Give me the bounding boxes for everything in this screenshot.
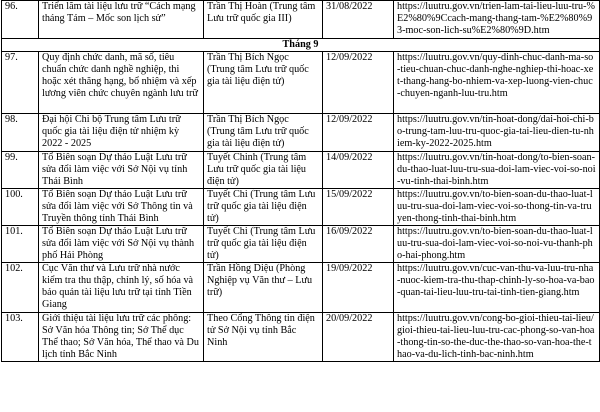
article-url[interactable]: https://luutru.gov.vn/tin-hoat-dong/to-bien-soan-du-thao-luat-luu-tru-sua-doi-lam-viec-voi-so-noi-vu-tinh-thai-binh.htm <box>394 152 600 189</box>
article-url[interactable]: https://luutru.gov.vn/tin-hoat-dong/dai-hoi-chi-bo-trung-tam-luu-tru-quoc-gia-tai-lieu-dien-tu-nhiem-ky-2022-2025.htm <box>394 114 600 152</box>
table-row <box>2 152 600 189</box>
article-url[interactable]: https://luutru.gov.vn/trien-lam-tai-lieu-luu-tru-%E2%80%9Ccach-mang-thang-tam-%E2%80%93-moc-son-lich-su%E2%80%9D.htm <box>394 1 600 39</box>
table-row <box>2 114 600 152</box>
month-header-row <box>2 39 600 52</box>
article-author: Trần Thị Bích Ngọc (Trung tâm Lưu trữ quốc gia tài liệu điện tử) <box>204 114 323 152</box>
article-date: 12/09/2022 <box>323 114 394 152</box>
row-number: 96. <box>2 1 39 39</box>
article-title: Cục Văn thư và Lưu trữ nhà nước kiểm tra thu thập, chỉnh lý, số hóa và bảo quản tài liệu lưu trữ tại tỉnh Tiền Giang <box>39 263 204 313</box>
article-title: Quy định chức danh, mã số, tiêu chuẩn chức danh nghề nghiệp, thi hoặc xét thăng hạng, bổ nhiệm và xếp lương viên chức chuyên ngành lưu trữ <box>39 52 204 114</box>
article-date: 15/09/2022 <box>323 189 394 226</box>
row-number: 98. <box>2 114 39 152</box>
table-row <box>2 263 600 313</box>
month-header: Tháng 9 <box>2 39 600 52</box>
article-date: 19/09/2022 <box>323 263 394 313</box>
table-row <box>2 52 600 114</box>
article-title: Triển lãm tài liệu lưu trữ “Cách mạng tháng Tám – Mốc son lịch sử” <box>39 1 204 39</box>
article-title: Giới thiệu tài liệu lưu trữ các phông: Sở Văn hóa Thông tin; Sở Thể dục Thể thao; Sở Văn hóa, Thể thao và Du lịch tỉnh Bắc Ninh <box>39 313 204 362</box>
article-author: Tuyết Chinh (Trung tâm Lưu trữ quốc gia tài liệu điện tử) <box>204 152 323 189</box>
article-title: Tổ Biên soạn Dự thảo Luật Lưu trữ sửa đổi làm việc với Sở Nội vụ tỉnh Thái Bình <box>39 152 204 189</box>
table-row <box>2 1 600 39</box>
row-number: 102. <box>2 263 39 313</box>
article-url[interactable]: https://luutru.gov.vn/cong-bo-gioi-thieu-tai-lieu/gioi-thieu-tai-lieu-luu-tru-cac-phong-so-van-hoa-thong-tin-so-the-duc-the-thao-so-van-hoa-the-thao-va-du-lich-tinh-bac-ninh.htm <box>394 313 600 362</box>
article-title: Đại hội Chi bộ Trung tâm Lưu trữ quốc gia tài liệu điện tử nhiệm kỳ 2022 - 2025 <box>39 114 204 152</box>
row-number: 101. <box>2 226 39 263</box>
article-date: 31/08/2022 <box>323 1 394 39</box>
article-author: Tuyết Chi (Trung tâm Lưu trữ quốc gia tài liệu điện tử) <box>204 226 323 263</box>
table-row <box>2 189 600 226</box>
row-number: 97. <box>2 52 39 114</box>
article-author: Tuyết Chi (Trung tâm Lưu trữ quốc gia tài liệu điện tử) <box>204 189 323 226</box>
article-author: Trần Hồng Diệu (Phòng Nghiệp vụ Văn thư – Lưu trữ) <box>204 263 323 313</box>
article-url[interactable]: https://luutru.gov.vn/quy-dinh-chuc-danh-ma-so-tieu-chuan-chuc-danh-nghe-nghiep-thi-hoac-xet-thang-hang-bo-nhiem-va-xep-luong-vien-chuc-chuyen-nganh-luu-tru.htm <box>394 52 600 114</box>
article-url[interactable]: https://luutru.gov.vn/to-bien-soan-du-thao-luat-luu-tru-sua-doi-lam-viec-voi-so-thong-tin-va-truyen-thong-tinh-thai-binh.htm <box>394 189 600 226</box>
article-author: Trần Thị Bích Ngọc (Trung tâm Lưu trữ quốc gia tài liệu điện tử) <box>204 52 323 114</box>
row-number: 100. <box>2 189 39 226</box>
article-date: 14/09/2022 <box>323 152 394 189</box>
table-row <box>2 313 600 362</box>
article-url[interactable]: https://luutru.gov.vn/cuc-van-thu-va-luu-tru-nha-nuoc-kiem-tra-thu-thap-chinh-ly-so-hoa-va-bao-quan-tai-lieu-luu-tru-tai-tinh-tien-giang.htm <box>394 263 600 313</box>
row-number: 99. <box>2 152 39 189</box>
article-title: Tổ Biên soạn Dự thảo Luật Lưu trữ sửa đổi làm việc với Sở Nội vụ thành phố Hải Phòng <box>39 226 204 263</box>
archive-article-table <box>1 0 600 362</box>
article-url[interactable]: https://luutru.gov.vn/to-bien-soan-du-thao-luat-luu-tru-sua-doi-lam-viec-voi-so-noi-vu-thanh-pho-hai-phong.htm <box>394 226 600 263</box>
article-author: Theo Cổng Thông tin điện tử Sở Nội vụ tỉnh Bắc Ninh <box>204 313 323 362</box>
article-date: 12/09/2022 <box>323 52 394 114</box>
article-date: 20/09/2022 <box>323 313 394 362</box>
table-row <box>2 226 600 263</box>
article-author: Trần Thị Hoàn (Trung tâm Lưu trữ quốc gia III) <box>204 1 323 39</box>
row-number: 103. <box>2 313 39 362</box>
article-title: Tổ Biên soạn Dự thảo Luật Lưu trữ sửa đổi làm việc với Sở Thông tin và Truyền thông tỉnh Thái Bình <box>39 189 204 226</box>
article-date: 16/09/2022 <box>323 226 394 263</box>
